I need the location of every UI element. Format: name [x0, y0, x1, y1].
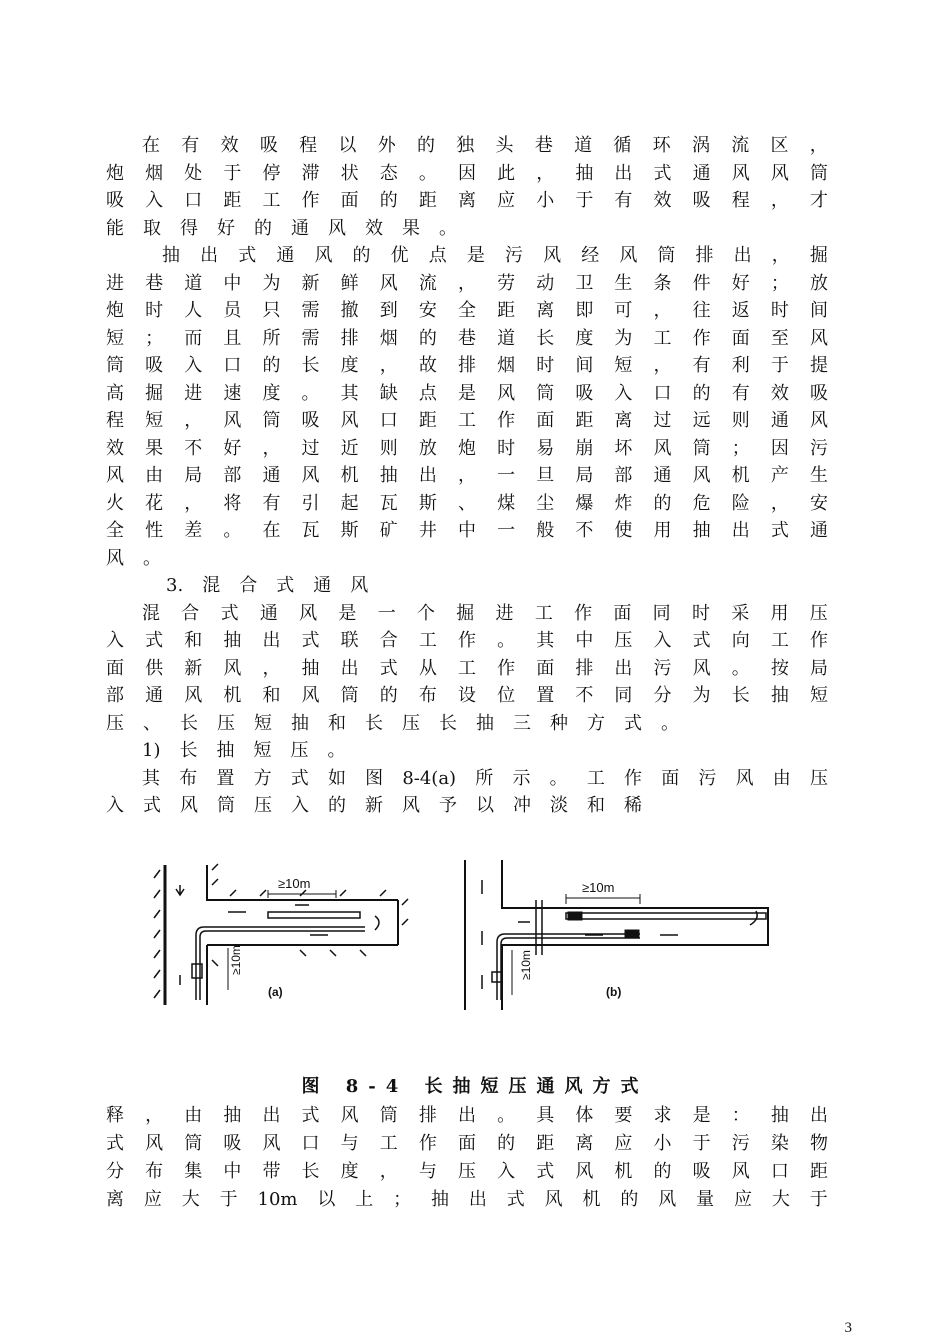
- text-line: 式 风 筒 吸 风 口 与 工 作 面 的 距 离 应 小 于 污 染 物: [106, 1133, 828, 1154]
- text-line: 程 短 ， 风 筒 吸 风 口 距 工 作 面 距 离 过 远 则 通 风: [106, 410, 828, 431]
- text-line: 抽 出 式 通 风 的 优 点 是 污 风 经 风 筒 排 出 ， 掘: [162, 245, 828, 266]
- text-line: 分 布 集 中 带 长 度 ， 与 压 入 式 风 机 的 吸 风 口 距: [106, 1161, 828, 1182]
- text-line: 效 果 不 好 ， 过 近 则 放 炮 时 易 崩 坏 风 筒 ； 因 污: [106, 437, 828, 459]
- text-line: 释 ， 由 抽 出 式 风 筒 排 出 。 具 体 要 求 是 ： 抽 出: [106, 1105, 828, 1126]
- text-line: 高 掘 进 速 度 。 其 缺 点 是 风 筒 吸 入 口 的 有 效 吸: [106, 382, 828, 404]
- text-line: 短 ； 而 且 所 需 排 烟 的 巷 道 长 度 为 工 作 面 至 风: [106, 327, 828, 349]
- text-line: 全 性 差 。 在 瓦 斯 矿 井 中 一 般 不 使 用 抽 出 式 通: [106, 520, 828, 541]
- text-line: 进 巷 道 中 为 新 鲜 风 流 ， 劳 动 卫 生 条 件 好 ； 放: [106, 272, 828, 294]
- text-line: 入 式 风 筒 压 入 的 新 风 予 以 冲 淡 和 稀: [106, 795, 642, 816]
- text-line: 炮 烟 处 于 停 滞 状 态 。 因 此 ， 抽 出 式 通 风 风 筒: [106, 162, 828, 184]
- dim-label-b-side: ≥10m: [519, 950, 533, 980]
- text-line: 面 供 新 风 ， 抽 出 式 从 工 作 面 排 出 污 风 。 按 局: [106, 657, 828, 679]
- text-line: 火 花 ， 将 有 引 起 瓦 斯 、 煤 尘 爆 炸 的 危 险 ， 安: [106, 492, 828, 514]
- text-line: 部 通 风 机 和 风 筒 的 布 设 位 置 不 同 分 为 长 抽 短: [106, 685, 828, 706]
- text-line: 炮 时 人 员 只 需 撤 到 安 全 距 离 即 可 ， 往 返 时 间: [106, 300, 828, 321]
- text-line: 1) 长 抽 短 压 。: [142, 740, 346, 761]
- text-line: 风 。: [106, 547, 161, 569]
- text-line: 能 取 得 好 的 通 风 效 果 。: [106, 217, 457, 239]
- text-line: 筒 吸 入 口 的 长 度 ， 故 排 烟 时 间 短 ， 有 利 于 提: [106, 355, 828, 376]
- text-line: 风 由 局 部 通 风 机 抽 出 ， 一 旦 局 部 通 风 机 产 生: [106, 465, 828, 486]
- dim-label-a-top: ≥10m: [278, 876, 311, 891]
- tag-b: (b): [606, 985, 622, 999]
- dim-label-b-top: ≥10m: [582, 880, 615, 895]
- text-line: 离 应 大 于 10m 以 上 ； 抽 出 式 风 机 的 风 量 应 大 于: [106, 1189, 828, 1210]
- text-line: 混 合 式 通 风 是 一 个 掘 进 工 作 面 同 时 采 用 压: [142, 602, 828, 624]
- page-number: 3: [844, 1320, 852, 1336]
- diagram-a: [154, 864, 408, 1005]
- text-line: 压 、 长 压 短 抽 和 长 压 长 抽 三 种 方 式 。: [106, 712, 679, 734]
- diagram-b: [465, 860, 768, 1010]
- tag-a: (a): [268, 985, 283, 999]
- text-line: 3. 混 合 式 通 风: [166, 575, 369, 596]
- text-line: 其 布 置 方 式 如 图 8-4(a) 所 示 。 工 作 面 污 风 由 压: [142, 767, 828, 789]
- text-line: 入 式 和 抽 出 式 联 合 工 作 。 其 中 压 入 式 向 工 作: [106, 630, 828, 651]
- dim-label-a-side: ≥10m: [229, 945, 243, 975]
- figure-caption: 图 8-4 长抽短压通风方式: [301, 1076, 649, 1097]
- text-line: 吸 入 口 距 工 作 面 的 距 离 应 小 于 有 效 吸 程 ， 才: [106, 190, 828, 211]
- text-line: 在 有 效 吸 程 以 外 的 独 头 巷 道 循 环 涡 流 区 ，: [142, 135, 828, 156]
